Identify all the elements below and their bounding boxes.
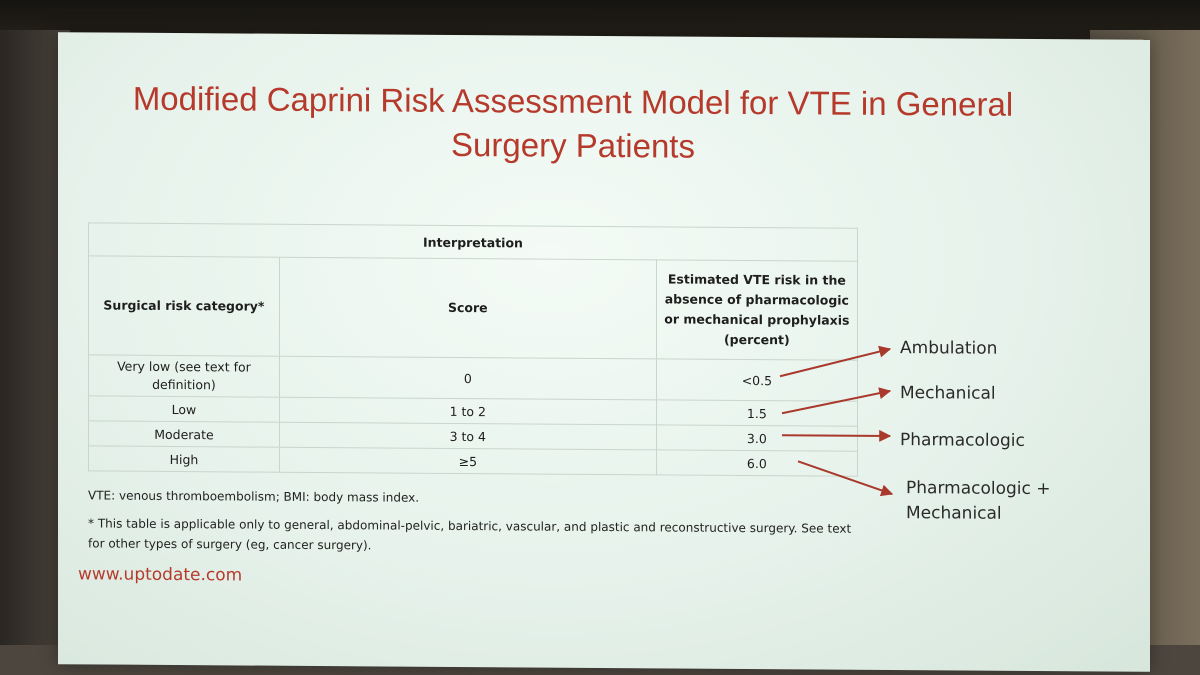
cell-score: 0 xyxy=(279,356,656,400)
annotation-pharm-mechanical xyxy=(906,476,1051,527)
cell-risk: 1.5 xyxy=(656,400,857,426)
cell-score: ≥5 xyxy=(279,447,656,475)
annotation-ambulation: Ambulation xyxy=(900,338,998,359)
slide-title-line2: Surgery Patients xyxy=(451,125,695,165)
cell-risk: 3.0 xyxy=(656,425,857,451)
cell-score: 3 to 4 xyxy=(279,422,656,450)
col-header-score: Score xyxy=(279,257,656,359)
interpretation-table xyxy=(88,222,858,476)
annotation-pharm-mechanical-line1: Pharmacologic + xyxy=(906,478,1051,500)
cell-category: High xyxy=(89,446,280,472)
projected-slide xyxy=(58,32,1150,672)
cell-category: Low xyxy=(89,396,280,422)
annotation-mechanical: Mechanical xyxy=(900,383,996,404)
table-caption: Interpretation xyxy=(89,223,858,261)
footnote-applicability: * This table is applicable only to general, abdominal-pelvic, bariatric, vascular, and plastic and reconstructive surgery. See text for other types of surgery (eg, cancer surgery). xyxy=(88,516,852,553)
annotation-pharm-mechanical-line2: Mechanical xyxy=(906,503,1002,524)
table-footnotes xyxy=(88,485,858,558)
table-row xyxy=(89,446,858,476)
interpretation-table-box xyxy=(88,222,858,566)
cell-risk: 6.0 xyxy=(656,450,857,476)
cell-category: Very low (see text for definition) xyxy=(89,355,280,397)
col-header-risk: Estimated VTE risk in the absence of pharmacologic or mechanical prophylaxis (percent) xyxy=(656,260,857,360)
source-url: www.uptodate.com xyxy=(78,564,243,586)
cell-score: 1 to 2 xyxy=(279,397,656,425)
slide-title xyxy=(58,76,1088,171)
cell-risk: <0.5 xyxy=(656,359,857,401)
col-header-category: Surgical risk category* xyxy=(89,256,280,356)
slide-title-line1: Modified Caprini Risk Assessment Model for VTE in General xyxy=(132,79,1014,123)
annotation-pharmacologic: Pharmacologic xyxy=(900,430,1025,451)
table-row xyxy=(89,355,858,401)
footnote-abbreviations: VTE: venous thromboembolism; BMI: body mass index. xyxy=(88,488,420,505)
cell-category: Moderate xyxy=(89,421,280,447)
